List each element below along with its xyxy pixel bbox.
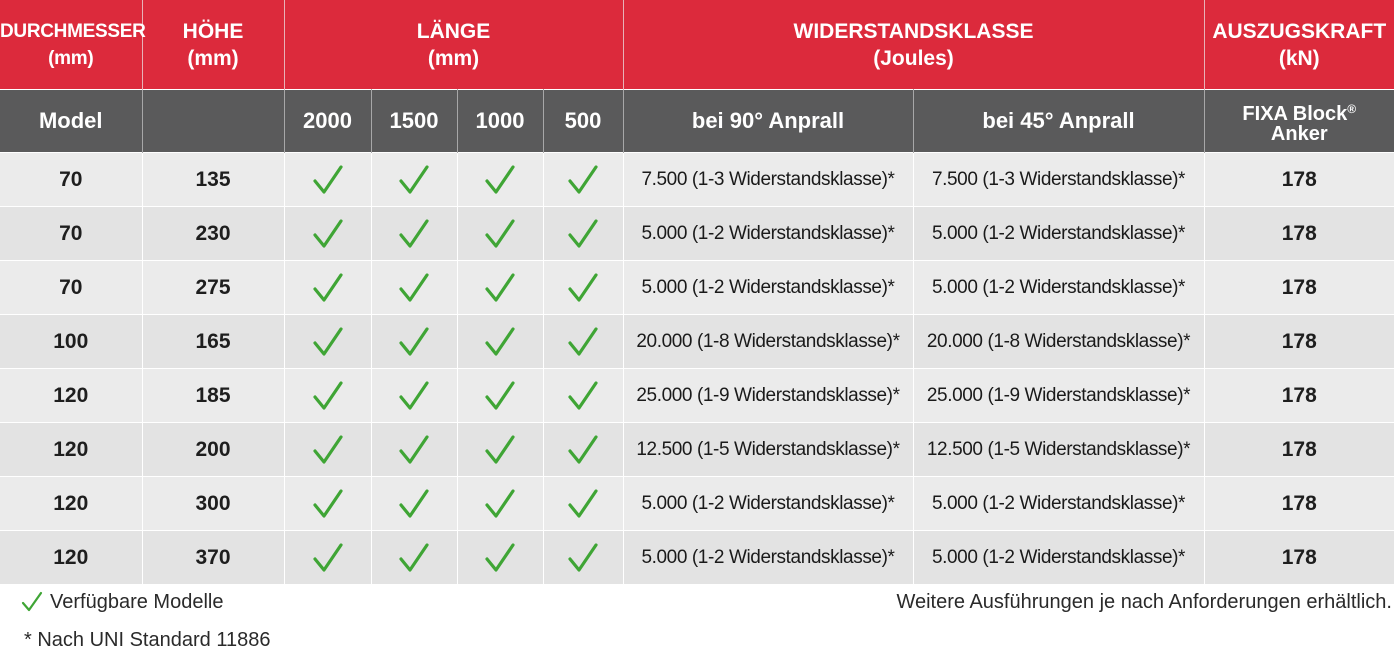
- cell-resistance-45: 5.000 (1-2 Widerstandsklasse)*: [913, 207, 1204, 261]
- cell-resistance-45: 5.000 (1-2 Widerstandsklasse)*: [913, 531, 1204, 585]
- cell-model: 120: [0, 531, 142, 585]
- checkmark-icon: [311, 163, 345, 197]
- cell-height: 230: [142, 207, 284, 261]
- cell-height: 165: [142, 315, 284, 369]
- table-row: [0, 531, 1394, 585]
- cell-length-1500: [371, 369, 457, 423]
- checkmark-icon: [566, 541, 600, 575]
- checkmark-icon: [483, 163, 517, 197]
- cell-pullout-force: 178: [1204, 531, 1394, 585]
- cell-model: 70: [0, 261, 142, 315]
- cell-resistance-90: 5.000 (1-2 Widerstandsklasse)*: [623, 531, 913, 585]
- checkmark-icon: [311, 541, 345, 575]
- subheader-length-500: 500: [543, 90, 623, 153]
- header-row: [0, 0, 1394, 90]
- checkmark-icon: [311, 379, 345, 413]
- cell-length-2000: [284, 531, 371, 585]
- cell-model: 120: [0, 477, 142, 531]
- checkmark-icon: [566, 325, 600, 359]
- checkmark-icon: [566, 271, 600, 305]
- footnote: * Nach UNI Standard 11886: [24, 629, 271, 651]
- header-height: [142, 0, 284, 90]
- cell-length-1000: [457, 369, 543, 423]
- checkmark-icon: [397, 163, 431, 197]
- cell-model: 120: [0, 369, 142, 423]
- cell-height: 135: [142, 153, 284, 207]
- checkmark-icon: [311, 487, 345, 521]
- checkmark-icon: [397, 487, 431, 521]
- cell-height: 275: [142, 261, 284, 315]
- checkmark-icon: [311, 325, 345, 359]
- header-length: [284, 0, 623, 90]
- header-resistance-title: WIDERSTANDSKLASSE: [793, 19, 1034, 43]
- header-pullout-unit: (kN): [1278, 46, 1320, 70]
- cell-resistance-45: 5.000 (1-2 Widerstandsklasse)*: [913, 261, 1204, 315]
- availability-note: Weitere Ausführungen je nach Anforderungen erhältlich.: [896, 591, 1392, 613]
- header-height-title: HÖHE: [182, 19, 244, 43]
- checkmark-icon: [483, 217, 517, 251]
- header-pullout-title: AUSZUGSKRAFT: [1212, 19, 1387, 43]
- cell-resistance-90: 20.000 (1-8 Widerstandsklasse)*: [623, 315, 913, 369]
- checkmark-icon: [311, 271, 345, 305]
- checkmark-icon: [20, 590, 44, 614]
- checkmark-icon: [483, 271, 517, 305]
- cell-pullout-force: 178: [1204, 477, 1394, 531]
- table-row: [0, 207, 1394, 261]
- checkmark-icon: [397, 271, 431, 305]
- subheader-height: [142, 90, 284, 153]
- subheader-length-1000: 1000: [457, 90, 543, 153]
- header-height-unit: (mm): [187, 46, 239, 70]
- checkmark-icon: [397, 325, 431, 359]
- cell-length-1000: [457, 261, 543, 315]
- cell-resistance-45: 25.000 (1-9 Widerstandsklasse)*: [913, 369, 1204, 423]
- cell-length-1000: [457, 477, 543, 531]
- checkmark-icon: [566, 433, 600, 467]
- cell-resistance-90: 5.000 (1-2 Widerstandsklasse)*: [623, 261, 913, 315]
- checkmark-icon: [483, 379, 517, 413]
- cell-model: 70: [0, 207, 142, 261]
- cell-length-500: [543, 369, 623, 423]
- header-resistance: [623, 0, 1204, 90]
- table-body: [0, 153, 1394, 585]
- cell-length-2000: [284, 477, 371, 531]
- cell-length-500: [543, 207, 623, 261]
- header-resistance-unit: (Joules): [873, 46, 954, 70]
- cell-height: 300: [142, 477, 284, 531]
- header-length-unit: (mm): [427, 46, 480, 70]
- subheader-length-2000: 2000: [284, 90, 371, 153]
- cell-pullout-force: 178: [1204, 261, 1394, 315]
- checkmark-icon: [483, 325, 517, 359]
- cell-length-1500: [371, 531, 457, 585]
- subheader-impact-45: bei 45° Anprall: [913, 90, 1204, 153]
- cell-model: 100: [0, 315, 142, 369]
- cell-length-500: [543, 153, 623, 207]
- cell-length-2000: [284, 153, 371, 207]
- cell-resistance-90: 5.000 (1-2 Widerstandsklasse)*: [623, 477, 913, 531]
- checkmark-icon: [311, 217, 345, 251]
- cell-model: 120: [0, 423, 142, 477]
- cell-resistance-45: 5.000 (1-2 Widerstandsklasse)*: [913, 477, 1204, 531]
- table-row: [0, 315, 1394, 369]
- cell-length-1500: [371, 315, 457, 369]
- registered-mark: ®: [1347, 101, 1357, 116]
- header-pullout: [1204, 0, 1394, 90]
- checkmark-icon: [483, 541, 517, 575]
- cell-pullout-force: 178: [1204, 207, 1394, 261]
- checkmark-icon: [397, 541, 431, 575]
- cell-length-2000: [284, 207, 371, 261]
- subheader-length-1500: 1500: [371, 90, 457, 153]
- cell-length-500: [543, 423, 623, 477]
- cell-height: 370: [142, 531, 284, 585]
- legend: [20, 590, 223, 614]
- cell-pullout-force: 178: [1204, 315, 1394, 369]
- header-diameter: [0, 0, 146, 90]
- cell-pullout-force: 178: [1204, 369, 1394, 423]
- cell-pullout-force: 178: [1204, 153, 1394, 207]
- checkmark-icon: [566, 379, 600, 413]
- cell-length-1500: [371, 153, 457, 207]
- cell-model: 70: [0, 153, 142, 207]
- checkmark-icon: [566, 217, 600, 251]
- table-row: [0, 261, 1394, 315]
- cell-resistance-45: 20.000 (1-8 Widerstandsklasse)*: [913, 315, 1204, 369]
- subheader-anchor-line2: Anker: [1270, 122, 1328, 145]
- cell-length-1500: [371, 261, 457, 315]
- header-diameter-unit: (mm): [48, 47, 94, 69]
- cell-height: 185: [142, 369, 284, 423]
- cell-resistance-90: 5.000 (1-2 Widerstandsklasse)*: [623, 207, 913, 261]
- cell-resistance-45: 12.500 (1-5 Widerstandsklasse)*: [913, 423, 1204, 477]
- cell-length-1500: [371, 423, 457, 477]
- cell-length-2000: [284, 423, 371, 477]
- cell-height: 200: [142, 423, 284, 477]
- subheader-anchor-line1: FIXA Block: [1242, 102, 1348, 125]
- checkmark-icon: [566, 163, 600, 197]
- cell-resistance-90: 25.000 (1-9 Widerstandsklasse)*: [623, 369, 913, 423]
- checkmark-icon: [397, 379, 431, 413]
- cell-length-1000: [457, 207, 543, 261]
- cell-resistance-90: 12.500 (1-5 Widerstandsklasse)*: [623, 423, 913, 477]
- cell-length-2000: [284, 315, 371, 369]
- header-diameter-title: DURCHMESSER: [0, 20, 146, 42]
- cell-pullout-force: 178: [1204, 423, 1394, 477]
- subheader-impact-90: bei 90° Anprall: [623, 90, 913, 153]
- legend-text: Verfügbare Modelle: [50, 590, 224, 613]
- table-row: [0, 369, 1394, 423]
- checkmark-icon: [397, 433, 431, 467]
- table-row: [0, 423, 1394, 477]
- cell-length-1000: [457, 531, 543, 585]
- cell-length-2000: [284, 369, 371, 423]
- subheader-model: Model: [0, 90, 142, 153]
- cell-length-1500: [371, 207, 457, 261]
- subheader-row: [0, 90, 1394, 153]
- checkmark-icon: [566, 487, 600, 521]
- cell-length-500: [543, 531, 623, 585]
- table-row: [0, 153, 1394, 207]
- cell-length-500: [543, 315, 623, 369]
- cell-length-1500: [371, 477, 457, 531]
- header-length-title: LÄNGE: [416, 19, 491, 43]
- subheader-anchor: [1204, 90, 1394, 153]
- cell-length-1000: [457, 423, 543, 477]
- table-row: [0, 477, 1394, 531]
- cell-length-500: [543, 261, 623, 315]
- cell-length-1000: [457, 153, 543, 207]
- checkmark-icon: [483, 433, 517, 467]
- checkmark-icon: [483, 487, 517, 521]
- cell-length-1000: [457, 315, 543, 369]
- cell-length-500: [543, 477, 623, 531]
- cell-length-2000: [284, 261, 371, 315]
- cell-resistance-90: 7.500 (1-3 Widerstandsklasse)*: [623, 153, 913, 207]
- checkmark-icon: [397, 217, 431, 251]
- checkmark-icon: [311, 433, 345, 467]
- cell-resistance-45: 7.500 (1-3 Widerstandsklasse)*: [913, 153, 1204, 207]
